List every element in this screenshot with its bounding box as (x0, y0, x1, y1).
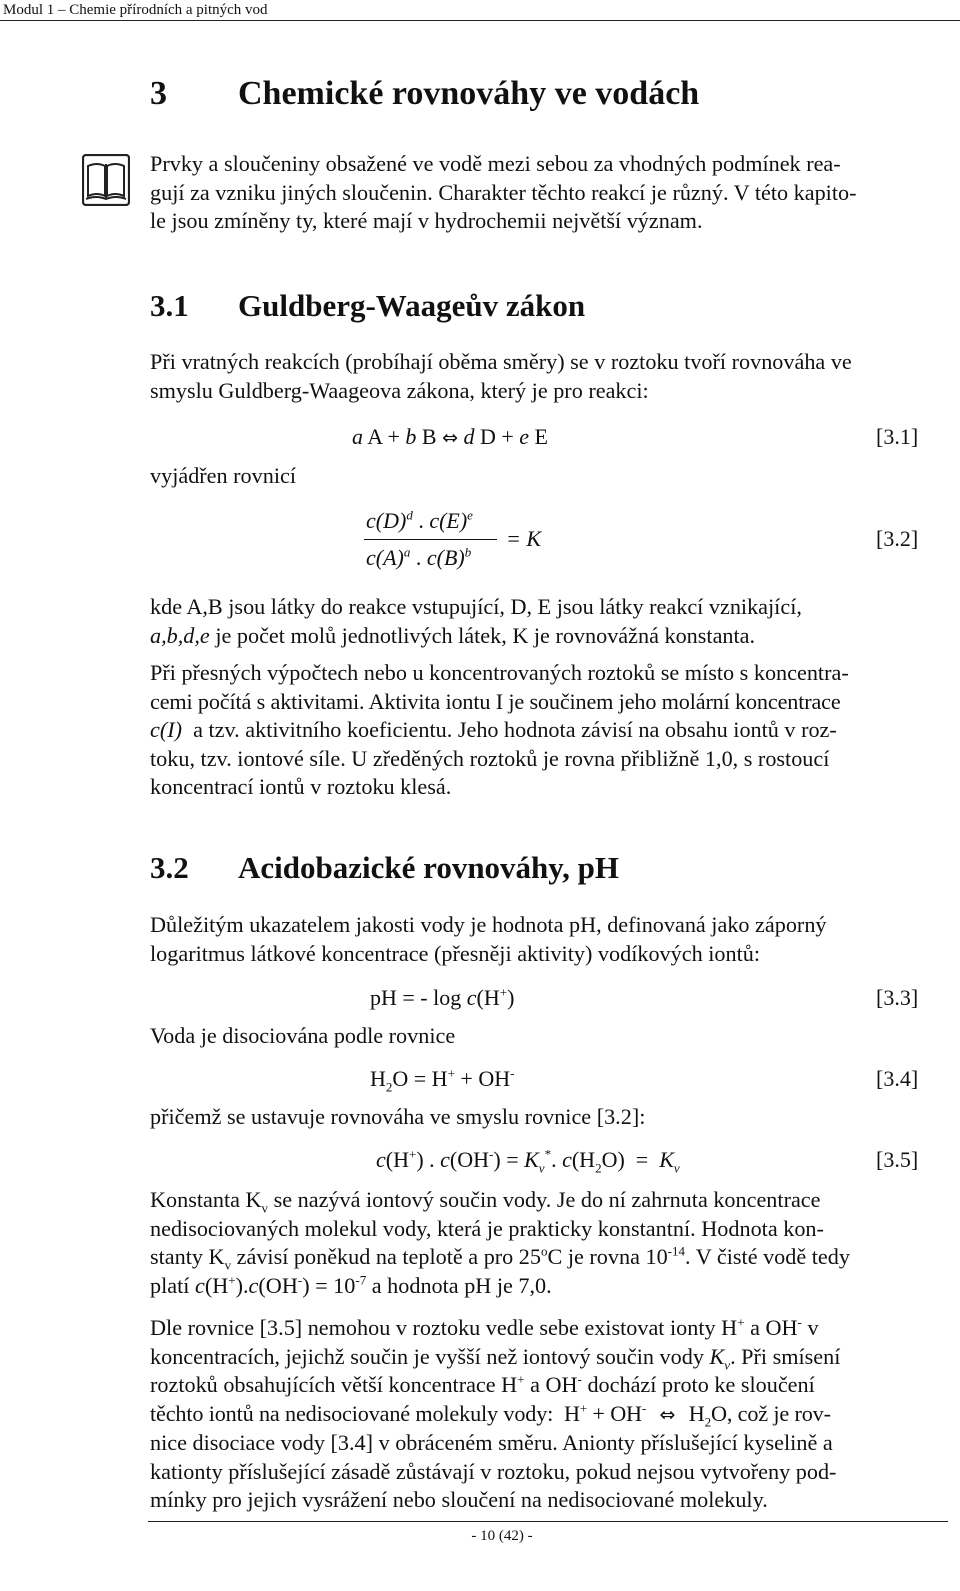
section1-paragraph-3 (150, 659, 938, 802)
equation-label-3-2: [3.2] (876, 526, 919, 551)
fraction-numerator (366, 508, 473, 534)
eq-term: ) . (416, 1147, 441, 1172)
eq-term: c (248, 1272, 259, 1298)
running-title: Modul 1 – Chemie přírodních a pitných vod (3, 2, 268, 18)
equation-label-3-4: [3.4] (876, 1066, 919, 1091)
paragraph-line (150, 1343, 938, 1372)
eq-term: c (440, 1147, 450, 1172)
eq-term: H (370, 1066, 386, 1091)
subscript: v (673, 1160, 680, 1176)
section-heading-3-2 (150, 848, 930, 888)
paragraph-line: mínky pro jejich vysrážení nebo sloučení na nedisociované molekuly. (150, 1487, 768, 1512)
charge-sup: + (579, 1400, 588, 1416)
eq-term: c (562, 1147, 572, 1172)
eq-term: c(B) (426, 545, 465, 570)
equation-3-4 (370, 1065, 515, 1095)
line-text: a OH (524, 1372, 578, 1397)
paragraph-line: Při vratných reakcích (probíhají oběma směry) se v roztoku tvoří rovnováha ve (150, 349, 852, 374)
whereby-text: přičemž se ustavuje rovnováha ve smyslu rovnice [3.2]: (150, 1104, 646, 1129)
coef-e: e (519, 424, 530, 449)
footer-rule (148, 1521, 948, 1522)
equilibrium-arrow: ⇔ (442, 427, 458, 449)
paragraph-line (150, 716, 938, 745)
eq-term: ) = (493, 1147, 525, 1172)
exponent: -7 (355, 1272, 367, 1288)
section2-paragraph-3 (150, 1314, 938, 1515)
exponent: e (467, 507, 473, 523)
page-number: - 10 (42) - (471, 1528, 533, 1544)
charge-sup: - (577, 1371, 582, 1387)
eq-term: (H (476, 985, 500, 1010)
italic-term: a,b,d,e (150, 622, 210, 648)
coef-b: b (405, 424, 417, 449)
paragraph-line (150, 1243, 938, 1272)
subscript: 2 (385, 1079, 393, 1095)
section1-paragraph-2 (150, 593, 938, 650)
line-text: O, což je rov- (710, 1400, 831, 1426)
eq-term: c(D) (366, 508, 407, 533)
fraction-denominator (366, 545, 471, 571)
section-heading-3-1 (150, 286, 930, 326)
intro-line: gují za vzniku jiných sloučenin. Charakter těchto reakcí je různý. V této kapito- (150, 179, 857, 205)
eq-term: O = H (392, 1066, 448, 1091)
eq-term: O) = (601, 1147, 660, 1172)
chapter-title: Chemické rovnováhy ve vodách (238, 75, 700, 112)
eq-term: (OH (449, 1147, 490, 1172)
eq-term: B (416, 424, 443, 449)
line-text: a OH (744, 1315, 798, 1340)
italic-term: c(I) (150, 717, 183, 742)
paragraph-line (150, 1314, 938, 1343)
eq-term: c (376, 1147, 386, 1172)
exponent: d (406, 507, 413, 523)
charge-sup: + (447, 1065, 455, 1081)
paragraph-line (150, 1186, 938, 1215)
line-text: H (688, 1400, 705, 1426)
line-text: stanty K (150, 1244, 225, 1269)
charge-sup: + (517, 1371, 525, 1387)
eq-term: (H (571, 1147, 596, 1172)
exponent: -14 (667, 1243, 686, 1259)
intro-line: le jsou zmíněny ty, které mají v hydrochemii největší význam. (150, 208, 703, 233)
line-text: ). (235, 1272, 249, 1298)
eq-term: pH = - log (370, 985, 467, 1010)
header-rule (0, 20, 960, 21)
line-text: a hodnota pH je 7,0. (366, 1272, 552, 1298)
section-number: 3.1 (150, 288, 189, 323)
line-text: a tzv. aktivitního koeficientu. Jeho hodnota závisí na obsahu iontů v roz- (182, 717, 837, 742)
line-text: v (801, 1315, 819, 1340)
eq-term: D + (474, 424, 520, 449)
section1-paragraph-1 (150, 348, 938, 405)
paragraph-line: koncentrací iontů v roztoku klesá. (150, 774, 452, 799)
eq-term: K (524, 1147, 539, 1172)
line-text: (H (204, 1272, 229, 1298)
intro-paragraph (150, 150, 938, 236)
eq-term: c(A) (366, 545, 404, 570)
subscript: v (261, 1200, 269, 1216)
paragraph-line (150, 622, 938, 651)
line-text: (OH (258, 1272, 298, 1298)
equation-3-2 (364, 504, 564, 576)
line-text: dochází proto ke sloučení (581, 1372, 815, 1397)
subscript: 2 (595, 1160, 602, 1176)
expressed-by-label: vyjádřen rovnicí (150, 463, 297, 488)
subscript: v (224, 1257, 232, 1273)
eq-term: A + (363, 424, 406, 449)
eq-term: . (410, 545, 427, 570)
paragraph-line: logaritmus látkové koncentrace (přesněji aktivity) vodíkových iontů: (150, 940, 760, 966)
eq-term: + OH (454, 1066, 511, 1091)
equilibrium-arrow: ⇔ (659, 1403, 676, 1426)
section-number: 3.2 (150, 850, 189, 885)
equation-3-1 (352, 424, 548, 451)
exponent: b (464, 544, 472, 560)
asterisk-sup: * (544, 1146, 552, 1162)
charge-sup: + (499, 984, 508, 1000)
equation-label-3-1: [3.1] (876, 424, 919, 449)
running-header (0, 0, 960, 22)
charge-sup: + (228, 1272, 236, 1288)
equation-label-3-3: [3.3] (876, 985, 919, 1010)
paragraph-line: Při přesných výpočtech nebo u koncentrovaných roztoků se místo s koncentra- (150, 660, 849, 685)
eq-term: . (412, 508, 430, 533)
section-title: Acidobazické rovnováhy, pH (238, 850, 619, 885)
eq-term: (H (385, 1147, 409, 1172)
subscript: v (724, 1356, 731, 1372)
eq-term: K (709, 1343, 725, 1369)
eq-term: E (529, 424, 548, 449)
paragraph-line: nedisociovaných molekul vody, která je prakticky konstantní. Hodnota kon- (150, 1215, 824, 1241)
line-text: roztoků obsahujících větší koncentrace H (150, 1372, 518, 1397)
paragraph-line: Důležitým ukazatelem jakosti vody je hodnota pH, definovaná jako záporný (150, 912, 827, 937)
intro-line: Prvky a sloučeniny obsažené ve vodě mezi sebou za vhodných podmínek rea- (150, 151, 841, 176)
paragraph-line: nice disociace vody [3.4] v obráceném směru. Anionty příslušející kyselině a (150, 1430, 833, 1455)
paragraph-line: kationty příslušející zásadě zůstávají v roztoku, pokud nejsou vytvořeny pod- (150, 1458, 837, 1484)
eq-term: c(E) (429, 508, 468, 533)
eq-term: . (551, 1147, 563, 1172)
section2-paragraph-1 (150, 911, 938, 968)
line-text: je počet molů jednotlivých látek, K je rovnovážná konstanta. (209, 622, 756, 648)
fraction-bar (364, 539, 497, 540)
subscript: 2 (704, 1413, 711, 1429)
charge-sup: - (510, 1065, 515, 1081)
equals-k: = K (506, 526, 542, 551)
degree-sup: o (541, 1243, 548, 1259)
line-text: se nazývá iontový součin vody. Je do ní zahrnuta koncentrace (268, 1187, 821, 1212)
eq-term: c (466, 985, 477, 1010)
equation-label-3-5: [3.5] (876, 1147, 919, 1172)
line-text: C je rovna 10 (547, 1244, 668, 1269)
paragraph-line: toku, tzv. iontové síle. U zředěných roztoků je rovna přibližně 1,0, s rostoucí (150, 745, 830, 771)
charge-sup: - (797, 1314, 802, 1330)
section2-paragraph-2 (150, 1186, 938, 1300)
line-text: Dle rovnice [3.5] nemohou v roztoku vedle sebe existovat ionty H (150, 1315, 738, 1340)
coef-d: d (463, 424, 475, 449)
line-text: Konstanta K (150, 1187, 262, 1212)
charge-sup: + (737, 1314, 745, 1330)
line-text: koncentracích, jejichž součin je vyšší než iontový součin vody (150, 1343, 710, 1369)
exponent: a (403, 544, 411, 560)
paragraph-line (150, 1272, 938, 1301)
line-text: platí (150, 1272, 195, 1298)
charge-sup: - (297, 1272, 303, 1288)
line-text: + OH (587, 1400, 642, 1426)
paragraph-line: kde A,B jsou látky do reakce vstupující, D, E jsou látky reakcí vznikající, (150, 594, 802, 619)
eq-term: ) (507, 985, 515, 1010)
paragraph-line (150, 1371, 938, 1400)
paragraph-line: cemi počítá s aktivitami. Aktivita iontu I je součinem jeho molární koncentrace (150, 688, 841, 714)
line-text: těchto iontů na nedisociované molekuly vody: H (150, 1400, 580, 1426)
dissociation-text: Voda je disociována podle rovnice (150, 1023, 456, 1048)
chapter-heading (150, 72, 930, 116)
paragraph-line (150, 1400, 938, 1430)
subscript: v (538, 1160, 545, 1176)
line-text: ) = 10 (302, 1272, 356, 1298)
charge-sup: - (641, 1400, 647, 1416)
paragraph-line: smyslu Guldberg-Waageova zákona, který je pro reakci: (150, 377, 649, 403)
equation-3-5 (376, 1146, 680, 1176)
charge-sup: + (408, 1146, 417, 1162)
line-text: . V čisté vodě tedy (685, 1244, 850, 1269)
coef-a: a (352, 424, 363, 449)
line-text: . Při smísení (730, 1343, 841, 1369)
eq-term: c (194, 1272, 205, 1298)
equation-3-3 (370, 985, 514, 1011)
chapter-number: 3 (150, 75, 167, 112)
open-book-icon (82, 154, 130, 206)
eq-term: K (659, 1147, 674, 1172)
section-title: Guldberg-Waageův zákon (238, 288, 586, 323)
charge-sup: - (489, 1146, 494, 1162)
line-text: závisí poněkud na teplotě a pro 25 (231, 1244, 541, 1269)
